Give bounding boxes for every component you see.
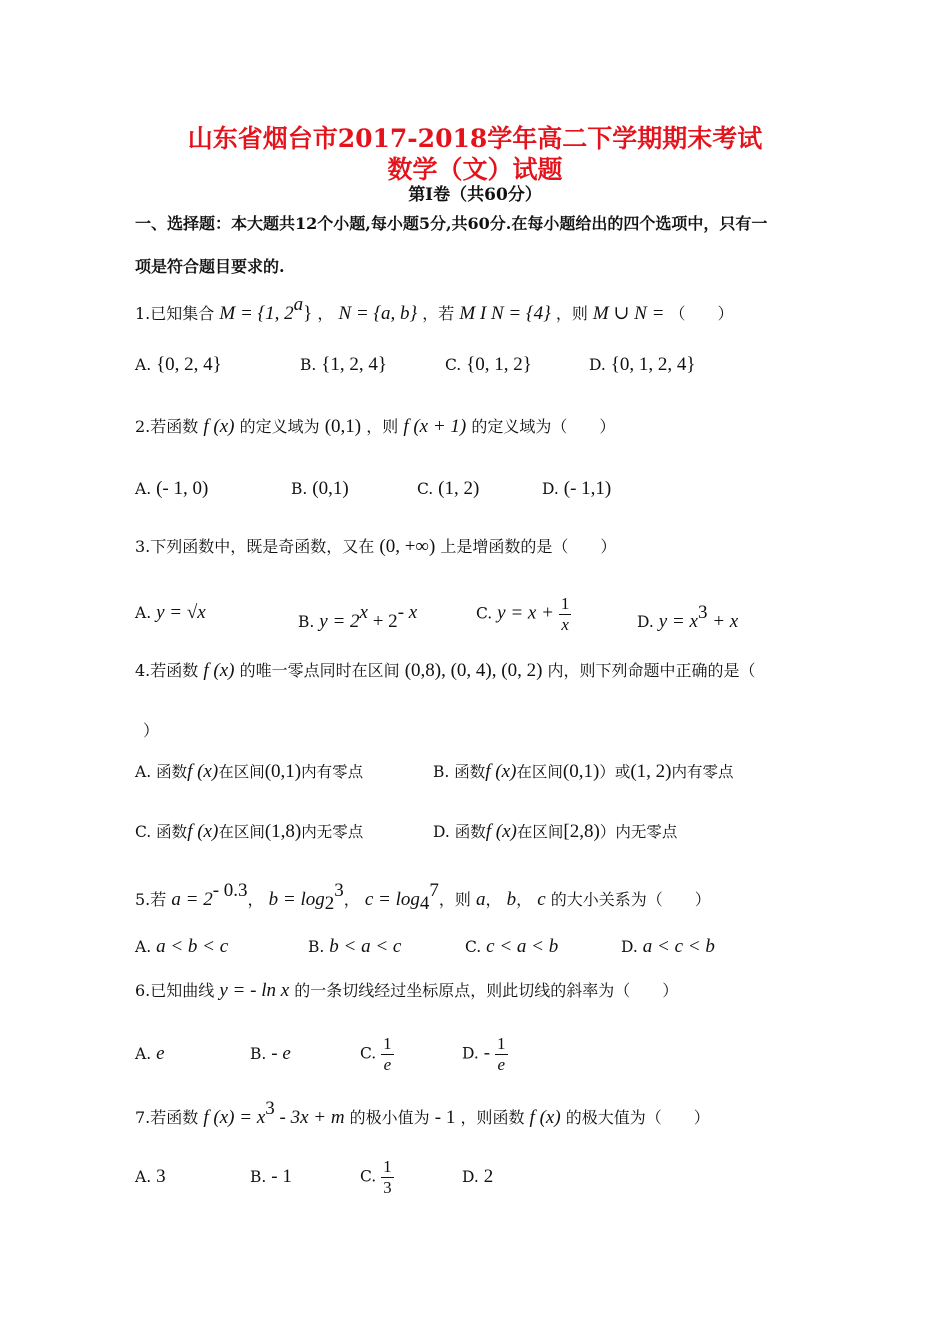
option-value: a < b < c bbox=[156, 936, 229, 957]
option-interval: (1,8) bbox=[264, 821, 302, 842]
option-mid: 在区间 bbox=[218, 763, 265, 781]
q7-text: 7.若函数 bbox=[135, 1108, 199, 1127]
option-value: 3 bbox=[156, 1166, 166, 1187]
q2-text: 2.若函数 bbox=[135, 417, 199, 436]
q1-option-b bbox=[300, 354, 387, 376]
q4-close-paren: ） bbox=[143, 721, 160, 740]
q5-sep3: ， bbox=[485, 890, 502, 909]
section-instruction-line2: 项是符合题目要求的. bbox=[135, 257, 285, 276]
q6-option-d bbox=[462, 1034, 508, 1075]
option-label: A. bbox=[135, 1168, 152, 1186]
q6-option-a bbox=[135, 1043, 165, 1065]
q5-a-exp: - 0.3 bbox=[212, 880, 248, 901]
option-interval: (0,1) bbox=[562, 761, 600, 782]
option-label: C. bbox=[360, 1044, 377, 1063]
q7-text-min: 的极小值为 bbox=[349, 1108, 430, 1127]
q1-text-then: ，则 bbox=[555, 304, 588, 323]
q5-c-base: 4 bbox=[419, 893, 430, 914]
option-label: A. bbox=[135, 480, 152, 498]
option-value: {0, 1, 2, 4} bbox=[610, 354, 696, 375]
option-func: f (x) bbox=[187, 821, 219, 842]
q5-option-c bbox=[465, 936, 558, 958]
q2-text-domain: 的定义域为 bbox=[239, 417, 320, 436]
q5-text-then: ，则 bbox=[438, 890, 471, 909]
q5-option-b bbox=[308, 936, 401, 958]
option-value: - bbox=[483, 1042, 491, 1064]
option-label: D. bbox=[433, 823, 450, 841]
q5-c-def: c = log bbox=[364, 889, 420, 910]
option-post: ）或 bbox=[599, 763, 631, 781]
option-value: (0,1) bbox=[312, 478, 349, 499]
option-value: a < c < b bbox=[642, 936, 715, 957]
question-3-stem bbox=[135, 534, 616, 558]
q2-option-d bbox=[542, 478, 611, 500]
q5-option-a bbox=[135, 936, 228, 958]
option-label: B. bbox=[308, 938, 325, 956]
q1-text: 1.已知集合 bbox=[135, 304, 215, 323]
q5-option-d bbox=[621, 936, 715, 958]
option-value: {0, 1, 2} bbox=[466, 354, 532, 375]
q1-set-n: N = {a, b} bbox=[338, 303, 418, 324]
option-post2: 内有零点 bbox=[671, 763, 734, 781]
option-tail: + x bbox=[707, 611, 739, 632]
q7-func-tail: - 3x + m bbox=[274, 1107, 345, 1128]
option-value: e bbox=[156, 1043, 165, 1064]
q7-option-c bbox=[360, 1157, 394, 1198]
q1-option-c bbox=[445, 354, 532, 376]
option-label: D. bbox=[462, 1044, 479, 1063]
q1-union: M ∪ N = bbox=[592, 303, 665, 324]
option-post: 内无零点 bbox=[301, 823, 364, 841]
q1-exponent: a bbox=[293, 294, 304, 315]
q3-option-c bbox=[476, 594, 571, 635]
option-label: A. bbox=[135, 356, 152, 374]
q6-text-end: 的一条切线经过坐标原点，则此切线的斜率为（ ） bbox=[294, 981, 679, 1000]
q5-var-a: a bbox=[476, 889, 486, 910]
q7-option-b bbox=[250, 1166, 292, 1188]
q2-text-then: ，则 bbox=[366, 417, 399, 436]
q5-b-def: b = log bbox=[268, 889, 325, 910]
option-label: C. bbox=[360, 1167, 377, 1186]
q4-text-mid: 的唯一零点同时在区间 bbox=[239, 661, 400, 680]
q6-option-c bbox=[360, 1034, 394, 1075]
option-label: A. bbox=[135, 604, 152, 622]
option-sup: x bbox=[359, 602, 368, 623]
option-label: A. bbox=[135, 938, 152, 956]
option-mid: 在区间 bbox=[516, 763, 563, 781]
q7-option-d bbox=[462, 1166, 493, 1188]
q5-sep4: ， bbox=[516, 890, 533, 909]
option-value: c < a < b bbox=[486, 936, 559, 957]
option-label: A. bbox=[135, 763, 152, 781]
option-pre: 函数 bbox=[454, 823, 486, 841]
fraction-denominator: e bbox=[383, 1055, 392, 1074]
q5-b-base: 2 bbox=[324, 893, 335, 914]
question-2-stem bbox=[135, 414, 615, 438]
fraction-denominator: 3 bbox=[383, 1178, 392, 1197]
option-label: D. bbox=[462, 1168, 479, 1186]
option-tail: + 2 bbox=[367, 611, 398, 632]
q7-func2: f (x) bbox=[529, 1107, 561, 1128]
q3-text-end: 上是增函数的是（ ） bbox=[440, 537, 617, 556]
q4-func: f (x) bbox=[203, 660, 235, 681]
question-6-stem bbox=[135, 978, 678, 1002]
option-value: (- 1,1) bbox=[563, 478, 612, 499]
option-label: B. bbox=[433, 763, 450, 781]
fraction bbox=[381, 1034, 394, 1075]
option-post: 内有零点 bbox=[301, 763, 364, 781]
option-pre: 函数 bbox=[156, 823, 188, 841]
q1-sep: ， bbox=[317, 304, 334, 323]
q7-option-a bbox=[135, 1166, 166, 1188]
q4-option-c bbox=[135, 820, 363, 843]
fraction-numerator: 1 bbox=[560, 594, 570, 613]
option-sup: 3 bbox=[697, 602, 708, 623]
q7-func: f (x) = x bbox=[203, 1107, 266, 1128]
q2-text-end: 的定义域为（ ） bbox=[471, 417, 616, 436]
q3-option-d bbox=[637, 602, 738, 633]
option-label: B. bbox=[300, 356, 317, 374]
q4-option-a bbox=[135, 760, 363, 783]
option-pre: 函数 bbox=[454, 763, 486, 781]
option-interval2: (1, 2) bbox=[630, 761, 672, 782]
q1-option-a bbox=[135, 354, 222, 376]
option-label: B. bbox=[250, 1168, 267, 1186]
q5-sep1: ， bbox=[247, 890, 264, 909]
q5-text-end: 的大小关系为（ ） bbox=[550, 890, 711, 909]
fraction bbox=[381, 1157, 394, 1198]
q5-sep2: ， bbox=[343, 890, 360, 909]
q7-text-end: 的极大值为（ ） bbox=[565, 1108, 710, 1127]
q4-text: 4.若函数 bbox=[135, 661, 199, 680]
q2-option-a bbox=[135, 478, 208, 500]
section-instruction-line1: 一、选择题：本大题共12个小题,每小题5分,共60分.在每小题给出的四个选项中，只有一 bbox=[135, 214, 768, 233]
q3-option-a bbox=[135, 602, 206, 624]
q7-min-value: - 1 bbox=[434, 1107, 456, 1128]
q2-func: f (x) bbox=[203, 416, 235, 437]
option-mid: 在区间 bbox=[218, 823, 265, 841]
option-value: y = 2 bbox=[319, 611, 360, 632]
option-value: (- 1, 0) bbox=[156, 478, 209, 499]
q5-var-b: b bbox=[506, 889, 517, 910]
option-value: - 1 bbox=[271, 1166, 292, 1187]
q6-option-b bbox=[250, 1043, 291, 1065]
option-interval: (0,1) bbox=[264, 761, 302, 782]
q1-set-m: M = {1, 2 bbox=[219, 303, 294, 324]
q4-option-b bbox=[433, 760, 734, 783]
option-value: (1, 2) bbox=[438, 478, 480, 499]
q5-a-def: a = 2 bbox=[171, 889, 213, 910]
option-sup2: - x bbox=[397, 602, 418, 623]
option-label: D. bbox=[542, 480, 559, 498]
q6-curve: y = - ln x bbox=[219, 980, 290, 1001]
option-value: - e bbox=[271, 1043, 291, 1064]
option-value: {0, 2, 4} bbox=[156, 354, 222, 375]
question-1-stem bbox=[135, 294, 734, 325]
option-post: ）内无零点 bbox=[599, 823, 678, 841]
fraction-numerator: 1 bbox=[497, 1034, 506, 1053]
q7-exp: 3 bbox=[265, 1098, 275, 1119]
option-mid: 在区间 bbox=[516, 823, 564, 841]
q1-blank: （ ） bbox=[669, 304, 734, 323]
option-value: y = x bbox=[658, 611, 698, 632]
q1-intersection: M I N = {4} bbox=[459, 303, 551, 324]
q4-intervals: (0,8), (0, 4), (0, 2) bbox=[404, 660, 543, 681]
q4-option-d bbox=[433, 820, 677, 843]
option-label: C. bbox=[476, 604, 493, 623]
q1-option-d bbox=[589, 354, 696, 376]
q5-c-arg: 7 bbox=[429, 880, 439, 901]
q6-text: 6.已知曲线 bbox=[135, 981, 215, 1000]
fraction-denominator: x bbox=[561, 615, 569, 634]
question-4-stem bbox=[135, 658, 756, 682]
option-value: {1, 2, 4} bbox=[321, 354, 388, 375]
option-label: D. bbox=[621, 938, 638, 956]
q7-text-then: ，则函数 bbox=[460, 1108, 525, 1127]
q1-brace: } bbox=[303, 303, 313, 324]
fraction bbox=[559, 594, 572, 635]
option-label: D. bbox=[637, 613, 654, 631]
fraction-numerator: 1 bbox=[383, 1157, 392, 1176]
page-subtitle: 数学（文）试题 bbox=[387, 155, 563, 184]
option-label: B. bbox=[250, 1045, 267, 1063]
option-value: 2 bbox=[483, 1166, 494, 1187]
fraction-denominator: e bbox=[497, 1055, 506, 1074]
option-value: y = √x bbox=[156, 602, 206, 623]
option-label: C. bbox=[417, 480, 434, 498]
question-7-stem bbox=[135, 1098, 710, 1129]
fraction-numerator: 1 bbox=[383, 1034, 392, 1053]
option-label: B. bbox=[291, 480, 308, 498]
option-func: f (x) bbox=[187, 761, 219, 782]
q4-text-end: 内，则下列命题中正确的是（ bbox=[547, 661, 756, 680]
option-label: C. bbox=[135, 823, 152, 841]
option-func: f (x) bbox=[485, 761, 517, 782]
option-value: y = x + bbox=[497, 602, 554, 624]
q3-text: 3.下列函数中，既是奇函数，又在 bbox=[135, 537, 375, 556]
option-func: f (x) bbox=[485, 821, 517, 842]
page-title: 山东省烟台市2017-2018学年高二下学期期末考试 bbox=[187, 124, 763, 153]
option-label: B. bbox=[298, 613, 315, 631]
q5-text: 5.若 bbox=[135, 890, 167, 909]
option-pre: 函数 bbox=[156, 763, 188, 781]
q5-b-arg: 3 bbox=[334, 880, 344, 901]
question-5-stem bbox=[135, 880, 711, 915]
option-label: C. bbox=[445, 356, 462, 374]
part-heading: 第Ⅰ卷（共60分） bbox=[408, 185, 542, 205]
q3-interval: (0, +∞) bbox=[379, 536, 436, 557]
q3-option-b bbox=[298, 602, 417, 633]
q2-option-c bbox=[417, 478, 479, 500]
option-label: C. bbox=[465, 938, 482, 956]
option-interval: [2,8) bbox=[563, 821, 600, 842]
option-label: D. bbox=[589, 356, 606, 374]
q2-func-shift: f (x + 1) bbox=[403, 416, 467, 437]
q2-option-b bbox=[291, 478, 349, 500]
option-value: b < a < c bbox=[329, 936, 402, 957]
fraction bbox=[495, 1034, 508, 1075]
q5-var-c: c bbox=[537, 889, 546, 910]
option-label: A. bbox=[135, 1045, 152, 1063]
q1-text-if: ，若 bbox=[422, 304, 455, 323]
q2-interval: (0,1) bbox=[324, 416, 362, 437]
